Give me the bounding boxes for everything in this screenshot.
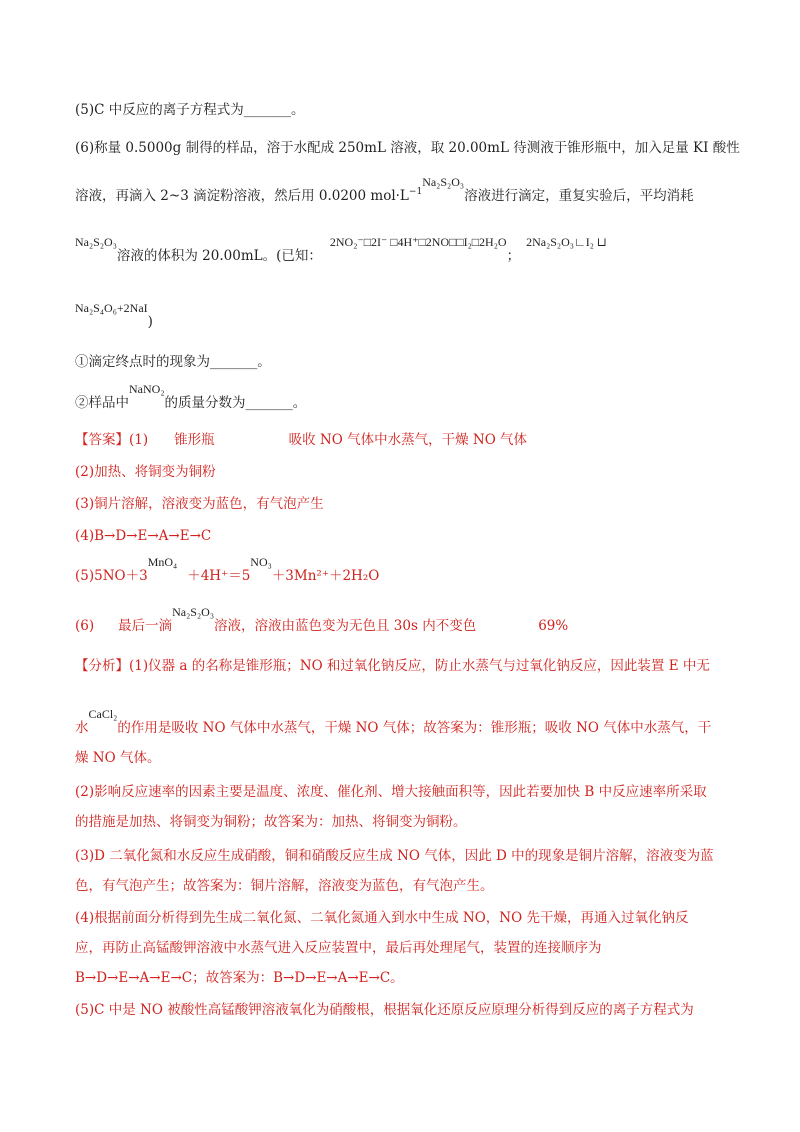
q6-separator: ； [506, 248, 521, 264]
answer-5-no3: NO₃ [250, 555, 272, 569]
question-6-line-4 [75, 301, 153, 332]
question-6-line-3 [75, 235, 607, 266]
answer-6 [75, 605, 569, 636]
q6-close-paren: ) [147, 314, 153, 330]
question-5: (5)C 中反应的离子方程式为_______。 [75, 102, 305, 118]
answer-3: (3)铜片溶解，溶液变为蓝色，有气泡产生 [75, 496, 324, 512]
answer-tag: 【答案】 [75, 432, 129, 448]
answer-5-text-c: ＋3Mn²⁺＋2H₂O [271, 568, 380, 584]
analysis-1-line-2-b: 的作用是吸收 NO 气体中水蒸气，干燥 NO 气体；故答案为：锥形瓶；吸收 NO 气体中水蒸气，干 [117, 720, 712, 736]
analysis-1-line-1 [75, 656, 710, 676]
answer-6-number: (6) [75, 618, 95, 634]
analysis-4-line-2: 应，再防止高锰酸钾溶液中水蒸气进入反应装置中，最后再处理尾气，装置的连接顺序为 [75, 940, 602, 956]
q6-given-equation-1: 2NO₂⁻□2I⁻ □4H⁺□2NO□□I₂□2H₂O [329, 235, 507, 249]
analysis-2-line-1: (2)影响反应速率的因素主要是温度、浓度、催化剂、增大接触面积等，因此若要加快 B 中反应速率所采取 [75, 784, 707, 800]
answer-1-part-1: 锥形瓶 [174, 432, 215, 448]
answer-6-value: 69% [538, 618, 569, 634]
answer-5 [75, 555, 380, 586]
q6-given-equation-2: 2Na₂S₂O₃∟I₂ ⊔ [526, 235, 607, 249]
answer-4: (4)B→D→E→A→E→C [75, 528, 212, 544]
answer-1 [75, 430, 527, 450]
analysis-1-line-3: 燥 NO 气体。 [75, 750, 161, 766]
q6-line2-text-a: 溶液，再滴入 2~3 滴淀粉溶液，然后用 0.0200 mol·L [75, 188, 409, 204]
q6-unit-exponent: −1 [408, 187, 423, 197]
analysis-1-line-2 [75, 707, 712, 738]
answer-1-part-2: 吸收 NO 气体中水蒸气，干燥 NO 气体 [288, 432, 528, 448]
question-6-sub-1: ①滴定终点时的现象为_______。 [75, 354, 271, 370]
answer-1-number: (1) [129, 432, 149, 448]
q6-line2-text-b: 溶液进行滴定，重复实验后，平均消耗 [464, 188, 694, 204]
q6-sub2-text-b: 的质量分数为_______。 [164, 395, 307, 411]
question-6-line-1: (6)称量 0.5000g 制得的样品，溶于水配成 250mL 溶液，取 20.00mL 待测液于锥形瓶中，加入足量 KI 酸性 [75, 140, 740, 156]
analysis-1-line-2-a: 水 [75, 720, 89, 736]
q6-given-equation-2-cont: Na₂S₄O₆+2NaI [75, 301, 148, 315]
analysis-tag: 【分析】 [75, 658, 129, 674]
answer-5-mno4: MnO₄ [147, 555, 178, 569]
analysis-3-line-2: 色，有气泡产生；故答案为：铜片溶解，溶液变为蓝色，有气泡产生。 [75, 878, 494, 894]
answer-6-text-b: 溶液，溶液由蓝色变为无色且 30s 内不变色 [214, 618, 477, 634]
analysis-1-text: (1)仪器 a 的名称是锥形瓶；NO 和过氧化钠反应，防止水蒸气与过氧化钠反应，因此装置 E 中无 [129, 658, 710, 674]
answer-6-text-a: 最后一滴 [118, 618, 173, 634]
analysis-4-line-1: (4)根据前面分析得到先生成二氧化氮、二氧化氮通入到水中生成 NO，NO 先干燥，再通入过氧化钠反 [75, 910, 689, 926]
q6-line3-text: 溶液的体积为 20.00mL。(已知： [116, 248, 322, 264]
analysis-1-formula-cacl2: CaCl₂ [88, 707, 118, 721]
q6-formula-nano2: NaNO₂ [129, 382, 165, 396]
analysis-3-line-1: (3)D 二氧化氮和水反应生成硝酸，铜和硝酸反应生成 NO 气体，因此 D 中的现象是铜片溶解，溶液变为蓝 [75, 848, 714, 864]
question-6-line-2 [75, 175, 694, 206]
analysis-5-line-1: (5)C 中是 NO 被酸性高锰酸钾溶液氧化为硝酸根，根据氧化还原反应原理分析得到反应的离子方程式为 [75, 1002, 694, 1018]
answer-5-text-b: ＋4H⁺＝5 [187, 568, 251, 584]
q6-formula-na2s2o3-2: Na₂S₂O₃ [75, 235, 117, 249]
answer-2: (2)加热、将铜变为铜粉 [75, 464, 216, 480]
q6-formula-na2s2o3: Na₂S₂O₃ [422, 175, 465, 189]
answer-5-text-a: (5)5NO＋3 [75, 568, 148, 584]
q6-sub2-text-a: ②样品中 [75, 395, 129, 411]
analysis-4-line-3: B→D→E→A→E→C；故答案为：B→D→E→A→E→C。 [75, 970, 404, 986]
analysis-2-line-2: 的措施是加热、将铜变为铜粉；故答案为：加热、将铜变为铜粉。 [75, 814, 467, 830]
question-6-sub-2 [75, 382, 307, 413]
answer-6-formula: Na₂S₂O₃ [172, 605, 215, 619]
